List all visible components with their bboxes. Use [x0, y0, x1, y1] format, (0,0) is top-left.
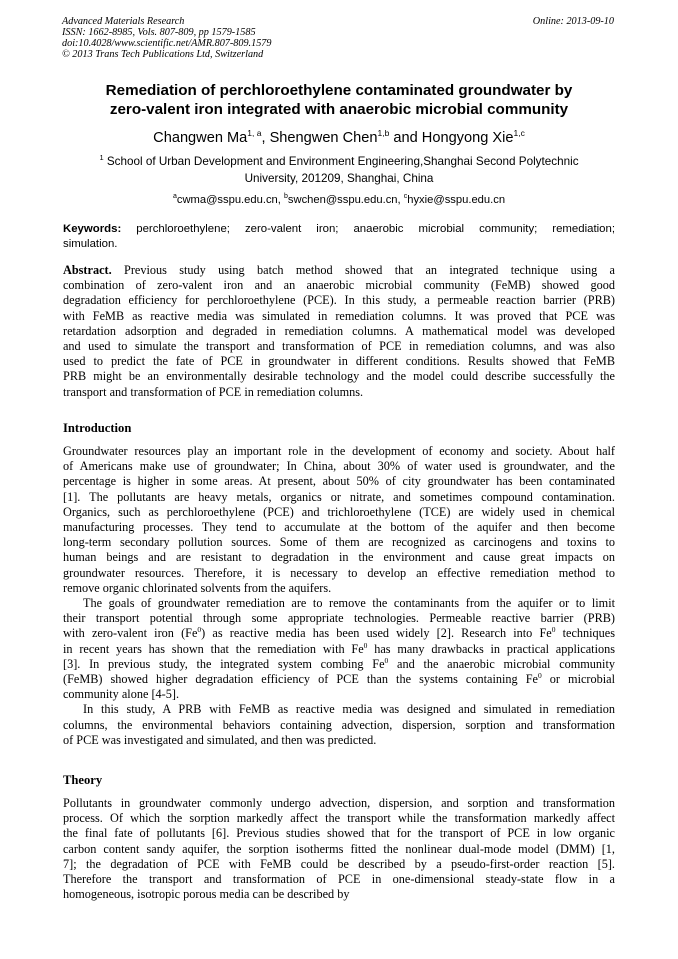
title-line-2: zero-valent iron integrated with anaerobic microbial community — [109, 101, 569, 118]
intro-line — [63, 642, 615, 657]
abstract — [63, 263, 615, 400]
intro-line: The goals of groundwater remediation are to remove the contaminants from the aquifer or to limit — [83, 596, 615, 611]
abstract-line: with FeMB as reactive media was simulated in remediation columns. It was proved that PCE was — [63, 308, 615, 323]
abstract-line: transport and transformation of PCE in remediation columns. — [63, 384, 364, 399]
affiliation-marker: 1 — [99, 153, 104, 162]
superscript-zero: 0 — [551, 625, 556, 635]
theory-line: 7]; the degradation of PCE with FeMB could be described by a pseudo-first-order reaction [5]. — [63, 856, 615, 871]
intro-line — [63, 626, 615, 641]
copyright-line: © 2013 Trans Tech Publications Ltd, Switzerland — [62, 49, 264, 60]
superscript-zero: 0 — [537, 671, 542, 681]
author-sep-2: and — [389, 130, 422, 146]
email-a: cwma@sspu.edu.cn, — [176, 194, 284, 206]
introduction-heading: Introduction — [63, 421, 132, 435]
abstract-label: Abstract. — [63, 263, 112, 277]
abstract-line: degradation efficiency for perchloroethylene (PCE). In this study, a permeable reaction barrier (PRB) — [63, 293, 615, 308]
keywords — [63, 222, 615, 251]
author-list — [63, 129, 615, 147]
introduction-body — [63, 444, 615, 748]
author-2: Shengwen Chen — [269, 130, 378, 146]
abstract-line: PRB might be an environmentally desirable technology and the model could describe successfully the — [63, 369, 615, 384]
intro-line — [63, 672, 615, 687]
intro-line: Groundwater resources play an important role in the development of economy and society. About half — [63, 444, 615, 458]
intro-line: of PCE was investigated and simulated, and then was predicted. — [63, 732, 377, 747]
theory-line: carbon content sandy aquifer, the sorption isotherms fitted the nonlinear dual-mode model (DMM) [1, — [63, 841, 615, 856]
journal-name: Advanced Materials Research — [62, 16, 185, 27]
theory-line: the final fate of pollutants [6]. Previous studies showed that for the transport of PCE in low organic — [63, 826, 615, 841]
intro-line: of Americans make use of groundwater; In China, about 30% of water used is groundwater, and the — [63, 459, 615, 474]
theory-heading: Theory — [63, 773, 103, 787]
intro-text: in recent years has shown that the remediation with Fe — [63, 641, 364, 656]
author-2-affil: 1,b — [377, 128, 390, 138]
keywords-text-1: perchloroethylene; zero-valent iron; anaerobic microbial community; remediation; — [121, 223, 615, 235]
superscript-zero: 0 — [384, 655, 389, 665]
keywords-line-1 — [63, 222, 615, 237]
affiliation-line-2: University, 201209, Shanghai, China — [244, 171, 434, 185]
affiliation — [63, 154, 615, 187]
intro-line: percentage is higher in some areas. At present, about 50% of city groundwater has been contaminated — [63, 474, 615, 489]
keywords-label: Keywords: — [63, 223, 122, 235]
intro-line: community alone [4-5]. — [63, 687, 180, 702]
doi-line: doi:10.4028/www.scientific.net/AMR.807-809.1579 — [62, 38, 272, 49]
online-date: Online: 2013-09-10 — [532, 16, 614, 27]
intro-text: (FeMB) showed higher degradation efficiency of PCE than the systems containing Fe — [63, 672, 538, 687]
author-3-affil: 1,c — [513, 128, 525, 138]
superscript-zero: 0 — [197, 625, 202, 635]
abstract-line: retardation adsorption and degraded in remediation columns. A mathematical model was developed — [63, 323, 615, 338]
intro-line — [63, 657, 615, 672]
intro-line: columns, the environmental behaviors containing advection, dispersion, sorption and transformation — [63, 717, 615, 732]
email-c-marker: c — [403, 193, 408, 200]
issn-line: ISSN: 1662-8985, Vols. 807-809, pp 1579-1585 — [62, 27, 256, 38]
intro-text: with zero-valent iron (Fe — [63, 626, 198, 641]
author-1: Changwen Ma — [153, 130, 248, 146]
intro-line: [1]. The pollutants are heavy metals, organics or nitrate, and sometimes compound contamination. — [63, 489, 615, 504]
email-c: hyxie@sspu.edu.cn — [407, 194, 506, 206]
intro-line: In this study, A PRB with FeMB as reactive media was designed and simulated in remediation — [83, 702, 615, 717]
intro-line: human beings and are resistant to degradation in the environment and cause great impacts on — [63, 550, 615, 565]
email-b-marker: b — [283, 193, 288, 200]
affiliation-text-1: School of Urban Development and Environment Engineering,Shanghai Second Polytechnic — [103, 155, 579, 168]
theory-line: Therefore the transport and transformation of PCE in one-dimensional steady-state flow in a — [63, 872, 615, 887]
keywords-line-2: simulation. — [63, 237, 118, 250]
superscript-zero: 0 — [363, 640, 368, 650]
theory-body — [63, 796, 615, 902]
email-b: swchen@sspu.edu.cn, — [287, 194, 404, 206]
intro-line: manufacturing processes. They tend to accumulate at the bottom of the aquifer and then become — [63, 520, 615, 535]
theory-line: process. Of which the sorption markedly affect the transport while the transformation markedly affect — [63, 811, 615, 826]
abstract-line: and used to simulate the transport and transformation of PCE in remediation columns, and was also — [63, 339, 615, 354]
intro-line: remove organic chlorinated solvents from the aquifers. — [63, 580, 332, 595]
intro-text: [3]. In previous study, the integrated system combing Fe — [63, 656, 385, 671]
abstract-line — [63, 263, 615, 278]
author-sep-1: , — [261, 130, 270, 146]
intro-text: techniques — [555, 626, 615, 641]
intro-text: or microbial — [541, 672, 615, 687]
email-a-marker: a — [172, 193, 177, 200]
theory-line: Pollutants in groundwater commonly undergo advection, dispersion, and sorption and transformation — [63, 796, 615, 810]
abstract-line: used to predict the fate of PCE in groundwater in different conditions. Results showed that FeMB — [63, 354, 615, 369]
journal-header — [62, 16, 271, 60]
title-line-1: Remediation of perchloroethylene contaminated groundwater by — [105, 82, 573, 99]
theory-line: homogeneous, isotropic porous media can be described by — [63, 887, 350, 902]
intro-text: has many drawbacks in practical applications — [367, 641, 615, 656]
intro-line: long-term secondary pollution sources. Some of them are recognized as carcinogens and toxins to — [63, 535, 615, 550]
intro-line: groundwater resources. Therefore, it is necessary to develop an effective remediation method to — [63, 565, 615, 580]
abstract-text: Previous study using batch method showed that an integrated technique using a — [111, 263, 615, 277]
paper-title — [63, 81, 615, 119]
author-1-affil: 1, a — [247, 128, 262, 138]
author-emails — [63, 193, 615, 208]
author-3: Hongyong Xie — [421, 130, 514, 146]
intro-line: Organics, such as perchloroethylene (PCE) and trichloroethylene (TCE) are widely used in chemical — [63, 504, 615, 519]
affiliation-line-1 — [63, 154, 615, 171]
intro-text: and the anaerobic microbial community — [388, 656, 615, 671]
abstract-line: combination of zero-valent iron and an anaerobic microbial community (FeMB) showed good — [63, 278, 615, 293]
intro-line: their transport potential through some appropriate technologies. Permeable reactive barrier (PRB) — [63, 611, 615, 626]
intro-text: ) as reactive media has been used widely [2]. Research into Fe — [201, 626, 552, 641]
